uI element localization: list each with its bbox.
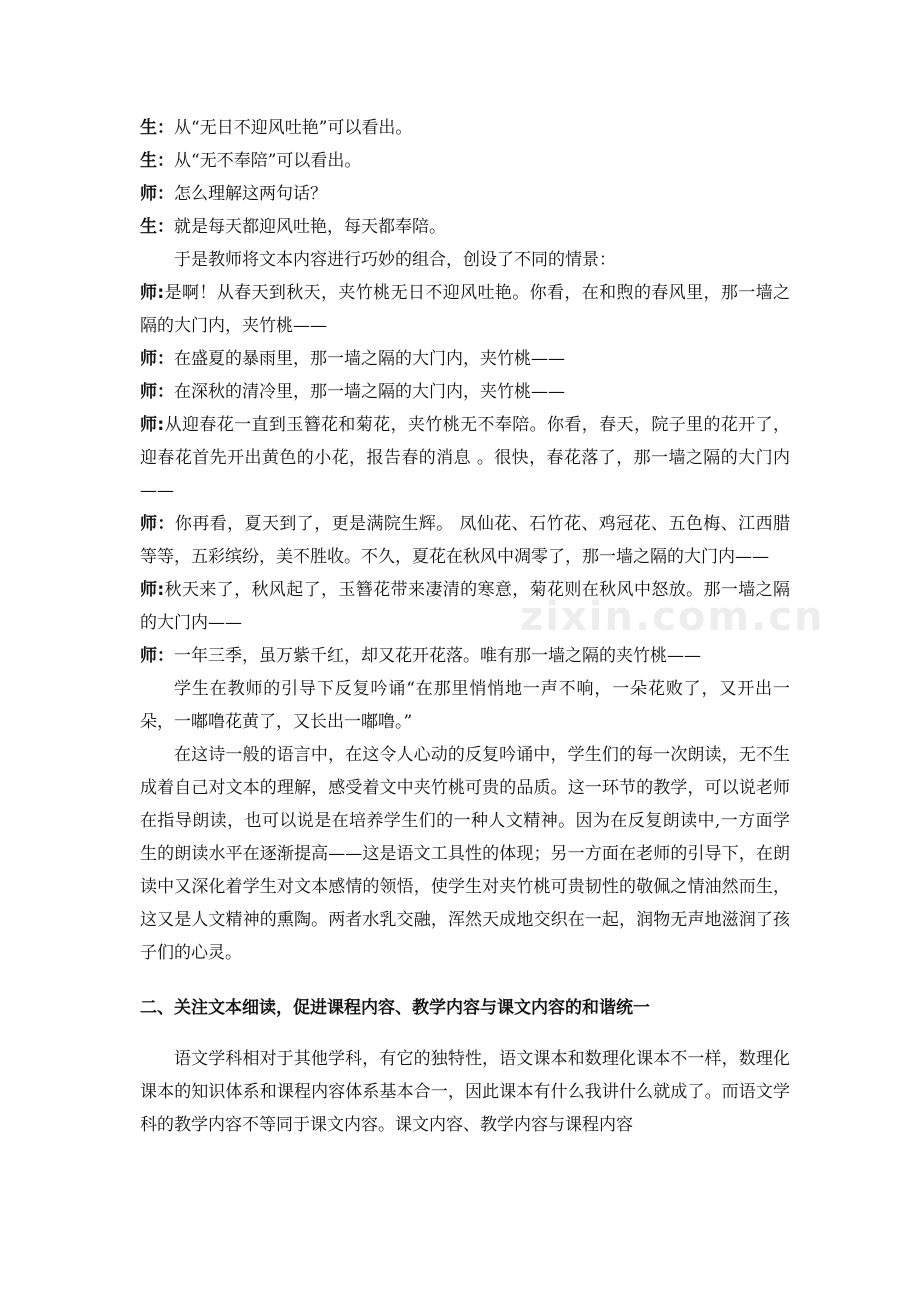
dialogue-line: [140, 178, 790, 211]
speaker-colon: ：: [157, 151, 174, 171]
dialogue-line: [140, 145, 790, 178]
speaker-colon: ：: [157, 217, 174, 237]
section-heading: 二、关注文本细读，促进课程内容、教学内容与课文内容的和谐统一: [140, 998, 650, 1018]
speaker-colon: ：: [157, 382, 174, 402]
speaker-label: 生: [140, 118, 157, 138]
teacher-text: 是啊！从春天到秋天，夹竹桃无日不迎风吐艳。你看，在和煦的春风里，那一墙之隔的大门内，夹竹桃——: [140, 283, 791, 336]
dialogue-text: 从“无不奉陪”可以看出。: [174, 151, 362, 171]
teacher-line: [140, 376, 790, 409]
speaker-colon: :: [157, 415, 165, 435]
document-body: [140, 112, 790, 1142]
speaker-label: 师: [140, 283, 158, 303]
speaker-label: 师: [140, 580, 158, 600]
teacher-text: 从迎春花一直到玉簪花和菊花，夹竹桃无不奉陪。你看，春天，院子里的花开了，迎春花首先开出黄色的小花，报告春的消息 。很快，春花落了，那一墙之隔的大门内——: [140, 415, 791, 501]
teacher-line: [140, 343, 790, 376]
teacher-line: [140, 640, 790, 673]
narration-paragraph: 语文学科相对于其他学科，有它的独特性，语文课本和数理化课本不一样，数理化课本的知识体系和课程内容体系基本合一，因此课本有什么我讲什么就成了。而语文学科的教学内容不等同于课文内容。课文内容、教学内容与课程内容: [140, 1049, 790, 1135]
narration-paragraph: 在这诗一般的语言中，在这令人心动的反复吟诵中，学生们的每一次朗读，无不生成着自己对文本的理解，感受着文中夹竹桃可贵的品质。这一环节的教学，可以说老师在指导朗读，也可以说是在培养学生们的一种人文精神。因为在反复朗读中,一方面学生的朗读水平在逐渐提高——这是语文工具性的体现；另一方面在老师的引导下，在朗读中又深化着学生对文本感情的领悟，使学生对夹竹桃可贵韧性的敬佩之情油然而生，这又是人文精神的熏陶。两者水乳交融，浑然天成地交织在一起，润物无声地滋润了孩子们的心灵。: [140, 745, 790, 963]
teacher-text: 你再看，夏天到了，更是满院生辉。 凤仙花、石竹花、鸡冠花、五色梅、江西腊等等，五彩缤纷，美不胜收。不久，夏花在秋风中凋零了，那一墙之隔的大门内——: [140, 514, 790, 567]
speaker-label: 师: [140, 184, 157, 204]
speaker-label: 师: [140, 514, 158, 534]
speaker-colon: ：: [157, 646, 174, 666]
teacher-text: 秋天来了，秋风起了，玉簪花带来凄清的寒意，菊花则在秋风中怒放。那一墙之隔的大门内——: [140, 580, 791, 633]
teacher-line: [140, 574, 790, 640]
watermark: zixin.com.cn: [520, 594, 825, 640]
teacher-line: [140, 508, 790, 574]
teacher-text: 在深秋的清冷里，那一墙之隔的大门内，夹竹桃——: [174, 382, 565, 402]
speaker-colon: ：: [157, 118, 174, 138]
speaker-label: 生: [140, 151, 157, 171]
speaker-colon: ：: [157, 514, 175, 534]
speaker-label: 师: [140, 382, 157, 402]
teacher-line: [140, 409, 790, 508]
speaker-label: 师: [140, 415, 158, 435]
speaker-colon: :: [157, 580, 165, 600]
teacher-text: 在盛夏的暴雨里，那一墙之隔的大门内，夹竹桃——: [174, 349, 565, 369]
narration-paragraph: 学生在教师的引导下反复吟诵“在那里悄悄地一声不响，一朵花败了，又开出一朵，一嘟噜花黄了，又长出一嘟噜。”: [140, 679, 790, 732]
dialogue-text: 从“无日不迎风吐艳”可以看出。: [174, 118, 413, 138]
dialogue-text: 怎么理解这两句话？: [174, 184, 327, 204]
narration-paragraph: 于是教师将文本内容进行巧妙的组合，创设了不同的情景：: [174, 250, 616, 270]
speaker-label: 生: [140, 217, 157, 237]
teacher-line: [140, 277, 790, 343]
speaker-colon: ：: [157, 184, 174, 204]
speaker-label: 师: [140, 349, 157, 369]
dialogue-line: [140, 112, 790, 145]
dialogue-line: [140, 211, 790, 244]
teacher-text: 一年三季，虽万紫千红，却又花开花落。唯有那一墙之隔的夹竹桃——: [174, 646, 701, 666]
speaker-colon: :: [157, 283, 165, 303]
speaker-label: 师: [140, 646, 157, 666]
speaker-colon: ：: [157, 349, 174, 369]
dialogue-text: 就是每天都迎风吐艳，每天都奉陪。: [174, 217, 446, 237]
